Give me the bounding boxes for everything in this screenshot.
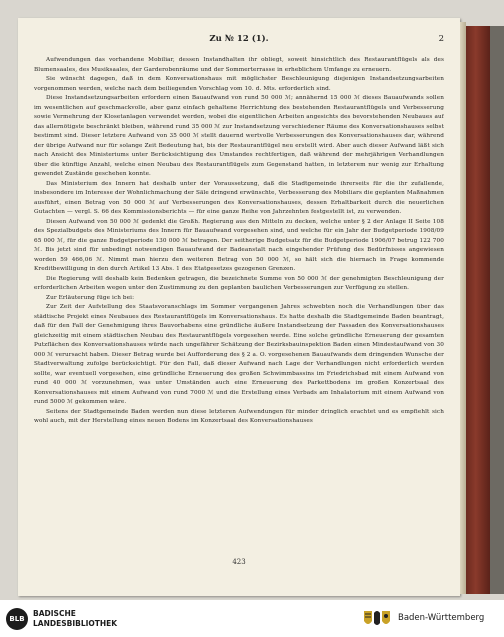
library-name-line-2: LANDESBIBLIOTHEK bbox=[33, 619, 118, 628]
paragraph: Zur Erläuterung füge ich bei: bbox=[46, 294, 135, 301]
library-name-line-1: BADISCHE bbox=[33, 609, 76, 618]
paragraph: Das Ministerium des Innern hat deshalb unter der Voraussetzung, daß die Stadtgemeinde ihrerseits für die ihr zufallende, insbesondere im Interesse der Wohnlichmachung der Säle dringend erwünschte, Verbesserung des Mobiliars die geplanten Maßnahmen ausführt, einen Betrag von 50 000 ℳ auf Verbesserungen des Konversationshauses, dessen Erhaltbarkeit durch die neuerlichen Gutachten — vergl. S. 66 des Kommissionsberichts — für eine ganze Reihe von Jahrzehnten festgestellt ist, zu verwenden. bbox=[34, 180, 444, 215]
state-name[interactable]: Baden-Württemberg bbox=[398, 613, 485, 623]
page-header bbox=[34, 34, 444, 48]
paragraph: Sie wünscht dagegen, daß in dem Konversationshaus mit möglichster Beschleunigung diejenigen Instandsetzungsarbeiten vorgenommen werden, welche nach dem beiliegenden Vorschlag vom 10. d. Mts. erforderlich sind. bbox=[34, 76, 444, 92]
body-text bbox=[34, 56, 444, 542]
library-name[interactable] bbox=[33, 609, 117, 629]
folio-number: 423 bbox=[232, 558, 246, 566]
book-spine bbox=[466, 26, 490, 594]
header-page-number: 2 bbox=[438, 34, 444, 44]
paragraph: Diese Instandsetzungsarbeiten erfordern einen Bauaufwand von rund 50 000 ℳ; annähernd 15 000 ℳ dieses Bauaufwands sollen im wesentlichen auf geschmackvolle, aber ganz einfach gehaltene Herrichtung des bestehenden Restaurantflügels und Verbesserung sowie Vermehrung der Klosetanlagen verwendet werden, wobei die eigentlichen Arbeiten angesichts des bevorstehenden Neubaues auf das allernötigste beschränkt bleiben, während rund 35 000 ℳ zur Instandsetzung verschiedener Räume des Konversationshauses selbst bestimmt sind. Dieser letztere Aufwand von 35 000 ℳ stellt dauernd wertvolle Verbesserungen des Konversationshauses dar, während der übrige Aufwand nur für solange Zeit Bedeutung hat, bis der Restaurantflügel neu erstellt wird. Aber auch dieser Aufwand läßt sich nach Ansicht des Ministeriums unter Berücksichtigung des Umstandes rechtfertigen, daß während der mehrjährigen Verhandlungen über die künftige Anzahl, welche einen Neubau des Restaurantflügels zum Gegenstand hatten, in letzterem nur wenig zur Erhaltung gewendet Zustände geschehen konnte. bbox=[34, 95, 444, 177]
paragraph: Seitens der Stadtgemeinde Baden werden nun diese letzteren Aufwendungen für minder dringlich erachtet und es empfiehlt sich wohl auch, mit der Herstellung eines neuen Bodens im Konzertsaal des Konversationshauses bbox=[34, 408, 444, 424]
footer-bar bbox=[0, 600, 504, 637]
blb-logo-icon[interactable]: BLB bbox=[6, 608, 28, 630]
scan-margin bbox=[490, 26, 504, 594]
header-reference: Zu № 12 (1). bbox=[209, 34, 269, 44]
paragraph: Zur Zeit der Aufstellung des Staatsvoranschlags im Sommer vergangenen Jahres schwebten noch die Verhandlungen über das städtische Projekt eines Neubaues des Restaurantflügels im Konversationshaus. Es hatte deshalb die Stadtgemeinde Baden beantragt, daß für den Fall der Genehmigung ihres Bauvorhabens eine gründliche äußere Instandsetzung der Fassaden des Konversationshauses gleichzeitig mit einem städtischen Neubau des Restaurantflügels vorgesehen werde. Eine solche gründliche Erneuerung der gesamten Putzflächen des Konversationshauses würde nach ungefährer Schätzung der Bezirksbauinspektion Baden einen Mindestaufwand von 30 000 ℳ verursacht haben. Dieser Betrag wurde bei Aufforderung des § 2 a. O. vorgesehenen Bauaufwands dem dringenden Wunsche der Stadtverwaltung zufolge berücksichtigt. Für den Fall, daß dieser Aufwand nach Lage der Verhandlungen nicht erforderlich werden sollte, war eventuell vorgesehen, eine gründliche Erneuerung des großen Schwimmbassins im Friedrichsbad mit einem Aufwand von rund 40 000 ℳ vorzunehmen, was unter Umständen auch eine Erneuerung des Parkettbodens im großen Konzertsaal des Konversationshauses mit einem Aufwand von rund 7000 ℳ und die Erstellung eines Verbads am Inhalatorium mit einem Aufwand von rund 5000 ℳ gekommen wäre. bbox=[34, 304, 444, 405]
paragraph: Aufwendungen das vorhandene Mobiliar, dessen Instandhalten ihr obliegt, soweit hinsichtlich des Restaurantflügels als des Blumensaales, des Musiksaales, der Garderobenräume und der Sommerterrasse in erheblichem Umfange zu erneuern. bbox=[34, 57, 444, 73]
paragraph: Diesen Aufwand von 50 000 ℳ gedenkt die Großh. Regierung aus den Mitteln zu decken, welche unter § 2 der Anlage II Seite 108 des Spezialbudgets des Ministeriums des Innern für Bauaufwand vorgesehen sind, und welche für ein Jahr der Budgetperiode 1908/09 65 000 ℳ, für die ganze Budgetperiode 130 000 ℳ betragen. Der seitherige Budgetsatz für die Budgetperiode 1906/07 betrug 122 700 ℳ. Bis jetzt sind für unbedingt notwendigen Bauaufwand der Badeanstalt nach eingehender Prüfung des Bedürfnisses angewiesen worden 59 466,06 ℳ. Nimmt man hierzu den weiteren Betrag von 50 000 ℳ, so hält sich die hiernach in Frage kommende Kreditbewilligung in den durch Artikel 13 Abs. 1 des Etatgesetzes gezogenen Grenzen. bbox=[34, 218, 444, 272]
paragraph: Die Regierung will deshalb kein Bedenken getragen, die bezeichnete Summe von 50 000 ℳ der genehmigten Beschleunigung der erforderlichen Arbeiten wegen unter den Zustimmung zu den geplanten baulichen Verbesserungen zur Verfügung zu stellen. bbox=[34, 275, 444, 291]
bw-coat-of-arms-icon[interactable] bbox=[362, 609, 392, 629]
